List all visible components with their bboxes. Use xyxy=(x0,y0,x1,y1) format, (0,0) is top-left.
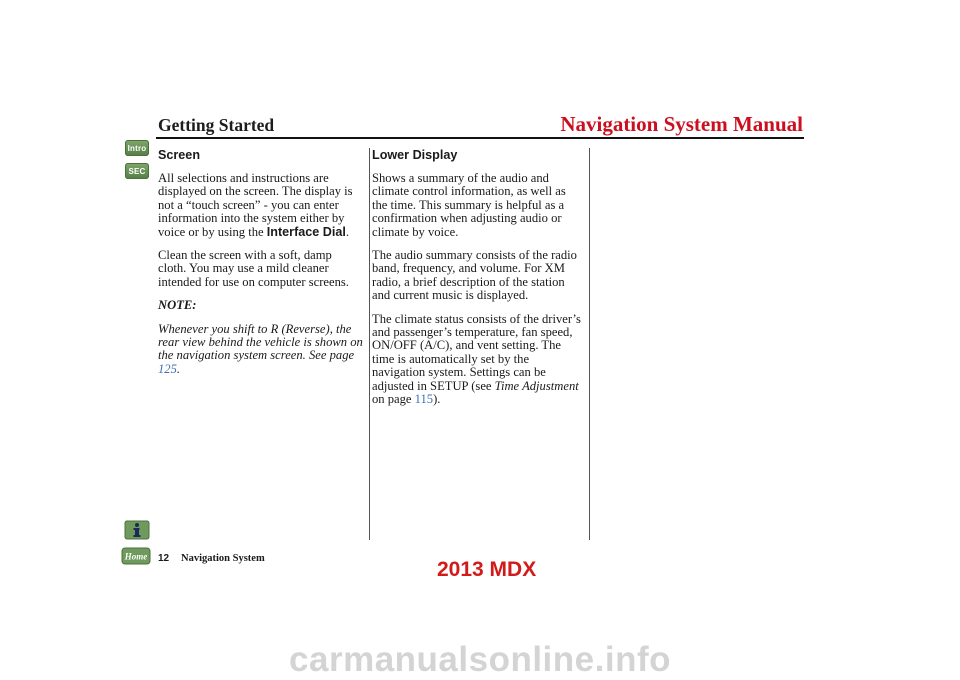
page-link-115[interactable]: 115 xyxy=(414,392,434,407)
time-adjustment-ref: Time Adjustment xyxy=(494,378,579,393)
watermark: carmanualsonline.info xyxy=(289,640,671,679)
note-label: NOTE: xyxy=(158,298,197,313)
header-divider xyxy=(156,137,804,139)
column-divider-right xyxy=(589,148,590,540)
column-lower-display xyxy=(372,148,582,417)
section-title: Getting Started xyxy=(158,115,275,135)
sec-button[interactable]: SEC xyxy=(125,163,149,179)
manual-title: Navigation System Manual xyxy=(560,112,803,136)
climate-status-paragraph: The climate status consists of the driver’s and passenger’s temperature, fan speed, ON/OFF (A/C), and vent setting. The time is automatically set by the navigation system. Settings can be adjusted in SETUP (see Time Adjustment on page 115). xyxy=(372,311,581,407)
note-text: Whenever you shift to R (Reverse), the rear view behind the vehicle is shown on the navigation system screen. See page 125. xyxy=(158,321,363,376)
home-button[interactable] xyxy=(121,547,151,565)
info-i-icon xyxy=(124,520,150,540)
lower-display-heading: Lower Display xyxy=(372,148,458,162)
svg-text:Home: Home xyxy=(124,551,148,562)
cleaning-paragraph: Clean the screen with a soft, damp cloth. You may use a mild cleaner intended for use on computer screens. xyxy=(158,248,349,289)
intro-button[interactable]: Intro xyxy=(125,140,149,156)
page-number: 12 xyxy=(158,553,170,564)
index-info-button[interactable] xyxy=(124,520,150,540)
column-screen xyxy=(158,148,363,386)
page-link-125[interactable]: 125 xyxy=(158,361,177,376)
lower-display-paragraph: Shows a summary of the audio and climate control information, as well as the time. This summary is helpful as a confirmation when adjusting audio or climate by voice. xyxy=(372,171,566,239)
screen-heading: Screen xyxy=(158,148,201,162)
home-icon xyxy=(121,547,151,565)
screen-paragraph: All selections and instructions are displayed on the screen. The display is not a “touch screen” - you can enter information into the system either by voice or by using the Interface Dial. xyxy=(158,171,353,239)
column-divider-left xyxy=(369,148,370,540)
footer-label: Navigation System xyxy=(181,553,265,564)
interface-dial-term: Interface Dial xyxy=(266,224,346,239)
model-stamp: 2013 MDX xyxy=(437,558,537,581)
audio-summary-paragraph: The audio summary consists of the radio band, frequency, and volume. For XM radio, a brief description of the station and current music is displayed. xyxy=(372,248,577,303)
